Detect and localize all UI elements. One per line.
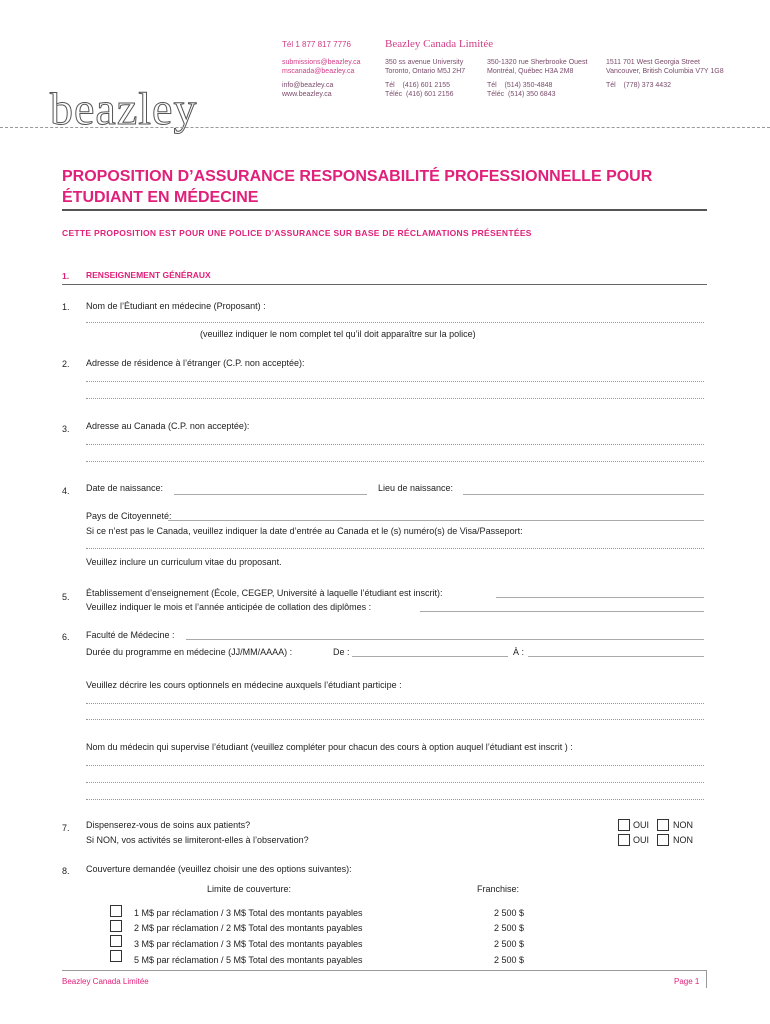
- q6-duration-label: Durée du programme en médecine (JJ/MM/AAAA) :: [86, 647, 293, 657]
- office-toronto-addr2: Toronto, Ontario M5J 2H7: [385, 68, 466, 75]
- q5-institution-label: Établissement d’enseignement (École, CEGEP, Université à laquelle l’étudiant est inscrit):: [86, 588, 443, 598]
- page-title-line2: ÉTUDIANT EN MÉDECINE: [62, 189, 259, 206]
- office-montreal-tel: Tél (514) 350-4848: [487, 82, 553, 89]
- q6-number: 6.: [62, 632, 70, 642]
- q8-option-4-deductible: 2 500 $: [494, 955, 525, 965]
- footer-page-number: Page 1: [674, 977, 700, 986]
- q7-observation-label: Si NON, vos activités se limiteront-elles à l’observation?: [86, 835, 309, 845]
- q6-courses-label: Veuillez décrire les cours optionnels en médecine auxquels l’étudiant participe :: [86, 680, 402, 690]
- section-number: 1.: [62, 271, 70, 281]
- q1-name-field[interactable]: [86, 322, 704, 323]
- q6-doctor-field-2[interactable]: [86, 782, 704, 783]
- page-title-line1: PROPOSITION D’ASSURANCE RESPONSABILITÉ PROFESSIONNELLE POUR: [62, 168, 653, 185]
- q8-deductible-header: Franchise:: [477, 884, 520, 894]
- header-website[interactable]: www.beazley.ca: [282, 91, 332, 98]
- header-rule: [0, 127, 770, 128]
- office-vancouver-tel: Tél (778) 373 4432: [606, 82, 671, 89]
- header-company-name: Beazley Canada Limitée: [385, 38, 494, 50]
- q4-birth-place-field[interactable]: [463, 494, 704, 495]
- q8-number: 8.: [62, 866, 70, 876]
- q8-option-2-deductible: 2 500 $: [494, 923, 525, 933]
- q6-doctor-label: Nom du médecin qui supervise l’étudiant (veuillez compléter pour chacun des cours à option auquel l’étudiant est inscrit ) :: [86, 742, 573, 752]
- q8-limit-header: Limite de couverture:: [207, 884, 292, 894]
- header-email-2[interactable]: mscanada@beazley.ca: [282, 68, 355, 75]
- q2-field-line2[interactable]: [86, 398, 704, 399]
- q3-field-line1[interactable]: [86, 444, 704, 445]
- q8-option-3-checkbox[interactable]: [110, 935, 122, 947]
- q1-note: (veuillez indiquer le nom complet tel qu’il doit apparaître sur la police): [200, 329, 476, 339]
- section-title: RENSEIGNEMENT GÉNÉRAUX: [86, 270, 211, 280]
- q7a-yes-checkbox[interactable]: [618, 819, 630, 831]
- q4-citizenship-field[interactable]: [168, 520, 704, 521]
- q4-visa-label: Si ce n’est pas le Canada, veuillez indiquer la date d’entrée au Canada et le (s) numéro(s) de Visa/Passeport:: [86, 526, 523, 536]
- q4-birth-date-field[interactable]: [174, 494, 367, 495]
- q6-from-field[interactable]: [352, 656, 508, 657]
- office-toronto-addr1: 350 ss avenue University: [385, 59, 464, 66]
- q8-option-2-checkbox[interactable]: [110, 920, 122, 932]
- q7b-yes-checkbox[interactable]: [618, 834, 630, 846]
- q3-field-line2[interactable]: [86, 461, 704, 462]
- q4-number: 4.: [62, 486, 70, 496]
- q7a-no-checkbox[interactable]: [657, 819, 669, 831]
- office-montreal-fax: Téléc (514) 350 6843: [487, 91, 556, 98]
- q2-number: 2.: [62, 359, 70, 369]
- q6-faculty-label: Faculté de Médecine :: [86, 630, 175, 640]
- q7-patients-label: Dispenserez-vous de soins aux patients?: [86, 820, 251, 830]
- q6-courses-field-1[interactable]: [86, 703, 704, 704]
- header-info-email[interactable]: info@beazley.ca: [282, 82, 334, 89]
- q6-to-label: À :: [513, 647, 525, 657]
- q7b-no-checkbox[interactable]: [657, 834, 669, 846]
- q8-option-1-checkbox[interactable]: [110, 905, 122, 917]
- q3-number: 3.: [62, 424, 70, 434]
- q5-graduation-label: Veuillez indiquer le mois et l’année anticipée de collation des diplômes :: [86, 602, 372, 612]
- q8-option-4-checkbox[interactable]: [110, 950, 122, 962]
- q8-label: Couverture demandée (veuillez choisir une des options suivantes):: [86, 864, 352, 874]
- q8-option-4-limit: 5 M$ par réclamation / 5 M$ Total des montants payables: [134, 955, 363, 965]
- q6-doctor-field-1[interactable]: [86, 765, 704, 766]
- q4-birth-place-label: Lieu de naissance:: [378, 483, 454, 493]
- footer-corner: [706, 970, 707, 988]
- office-toronto-tel: Tél (416) 601 2155: [385, 82, 450, 89]
- q1-number: 1.: [62, 302, 70, 312]
- q2-field-line1[interactable]: [86, 381, 704, 382]
- q7b-no-label: NON: [673, 835, 693, 845]
- section-underline: [62, 284, 707, 285]
- q8-option-2-limit: 2 M$ par réclamation / 2 M$ Total des montants payables: [134, 923, 363, 933]
- header-email-1[interactable]: submissions@beazley.ca: [282, 59, 361, 66]
- q7b-yes-label: OUI: [633, 835, 650, 845]
- footer-rule: [62, 970, 707, 971]
- footer-company: Beazley Canada Limitée: [62, 977, 149, 986]
- page-subtitle: CETTE PROPOSITION EST POUR UNE POLICE D’ASSURANCE SUR BASE DE RÉCLAMATIONS PRÉSENTÉES: [62, 228, 532, 238]
- q8-option-1-deductible: 2 500 $: [494, 908, 525, 918]
- q5-number: 5.: [62, 592, 70, 602]
- q6-from-label: De :: [333, 647, 350, 657]
- q7-number: 7.: [62, 823, 70, 833]
- office-toronto-fax: Téléc (416) 601 2156: [385, 91, 454, 98]
- q6-faculty-field[interactable]: [186, 639, 704, 640]
- q6-doctor-field-3[interactable]: [86, 799, 704, 800]
- office-montreal-addr2: Montréal, Québec H3A 2M8: [487, 68, 574, 75]
- q7a-no-label: NON: [673, 820, 693, 830]
- q7a-yes-label: OUI: [633, 820, 650, 830]
- q8-option-3-deductible: 2 500 $: [494, 939, 525, 949]
- office-montreal-addr1: 350-1320 rue Sherbrooke Ouest: [487, 59, 588, 66]
- office-vancouver-addr1: 1511 701 West Georgia Street: [606, 59, 700, 66]
- q8-option-3-limit: 3 M$ par réclamation / 3 M$ Total des montants payables: [134, 939, 363, 949]
- q4-cv-note: Veuillez inclure un curriculum vitae du proposant.: [86, 557, 282, 567]
- q4-visa-field[interactable]: [86, 548, 704, 549]
- q3-label: Adresse au Canada (C.P. non acceptée):: [86, 421, 250, 431]
- beazley-logo: beazley: [50, 83, 198, 134]
- q5-institution-field[interactable]: [496, 597, 704, 598]
- office-vancouver-addr2: Vancouver, British Columbia V7Y 1G8: [606, 68, 724, 75]
- q2-label: Adresse de résidence à l’étranger (C.P. non acceptée):: [86, 358, 305, 368]
- title-underline: [62, 209, 707, 211]
- q1-label: Nom de l’Étudiant en médecine (Proposant) :: [86, 301, 266, 311]
- header-tel: Tél 1 877 817 7776: [282, 40, 351, 49]
- q4-citizenship-label: Pays de Citoyenneté:: [86, 511, 172, 521]
- q8-option-1-limit: 1 M$ par réclamation / 3 M$ Total des montants payables: [134, 908, 363, 918]
- q5-graduation-field[interactable]: [420, 611, 704, 612]
- q6-to-field[interactable]: [528, 656, 704, 657]
- q4-birth-date-label: Date de naissance:: [86, 483, 164, 493]
- q6-courses-field-2[interactable]: [86, 719, 704, 720]
